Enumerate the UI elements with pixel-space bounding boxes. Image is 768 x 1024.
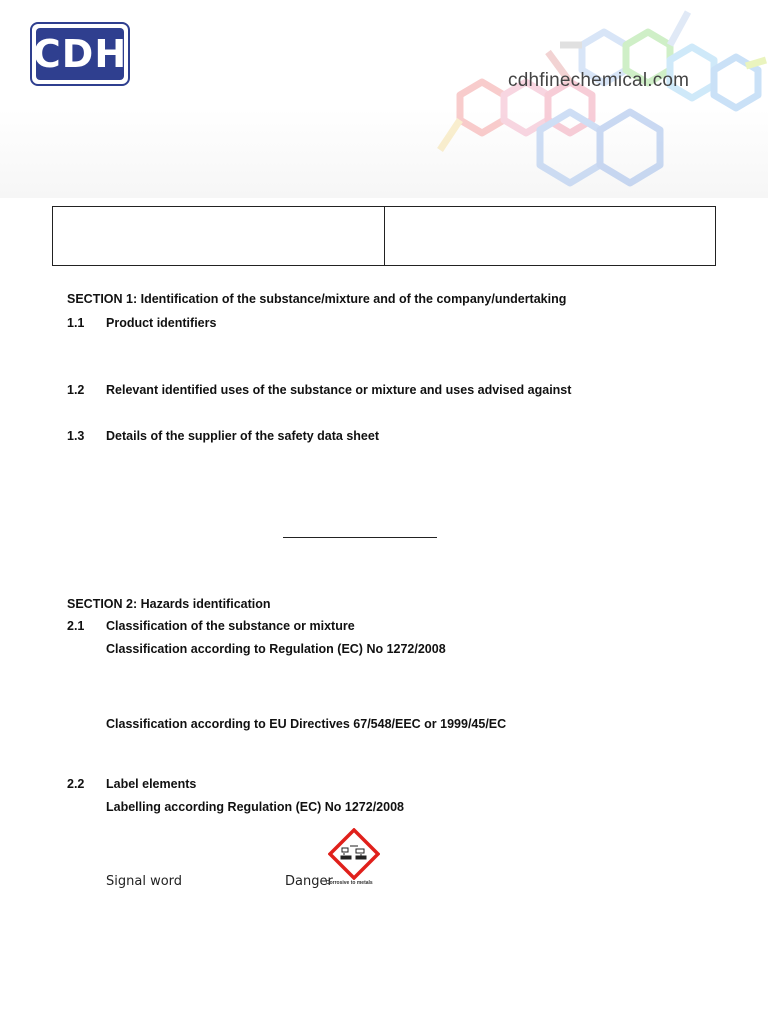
- section-2-title: SECTION 2: Hazards identification: [67, 597, 271, 611]
- item-1-1-label: Product identifiers: [106, 316, 217, 330]
- item-2-1-sub1: Classification according to Regulation (EC) No 1272/2008: [106, 642, 446, 656]
- item-1-3-number: 1.3: [67, 429, 85, 443]
- company-website: cdhfinechemical.com: [508, 70, 690, 91]
- item-1-3-label: Details of the supplier of the safety data sheet: [106, 429, 379, 443]
- company-logo: [30, 22, 130, 86]
- logo-text: CDH: [36, 28, 124, 80]
- section-1-title: SECTION 1: Identification of the substance/mixture and of the company/undertaking: [67, 292, 567, 306]
- molecule-graphic: [420, 0, 768, 200]
- header-table-cell-right: [384, 207, 716, 265]
- item-2-2-number: 2.2: [67, 777, 85, 791]
- corrosion-ghs-icon: [328, 828, 380, 880]
- item-2-1-number: 2.1: [67, 619, 85, 633]
- header-table: [52, 206, 716, 266]
- divider-line: [283, 537, 437, 538]
- item-2-2-label: Label elements: [106, 777, 197, 791]
- header-table-cell-left: [53, 207, 384, 265]
- pictogram-caption: Corrosive to metals: [326, 880, 373, 886]
- item-1-1-number: 1.1: [67, 316, 85, 330]
- item-2-1-label: Classification of the substance or mixture: [106, 619, 355, 633]
- item-1-2-number: 1.2: [67, 383, 85, 397]
- item-2-2-sub1: Labelling according Regulation (EC) No 1272/2008: [106, 800, 404, 814]
- signal-word-label: Signal word: [106, 874, 183, 889]
- item-1-2-label: Relevant identified uses of the substance or mixture and uses advised against: [106, 383, 572, 397]
- signal-word-value: Danger: [285, 874, 333, 889]
- item-2-1-sub2: Classification according to EU Directives 67/548/EEC or 1999/45/EC: [106, 717, 507, 731]
